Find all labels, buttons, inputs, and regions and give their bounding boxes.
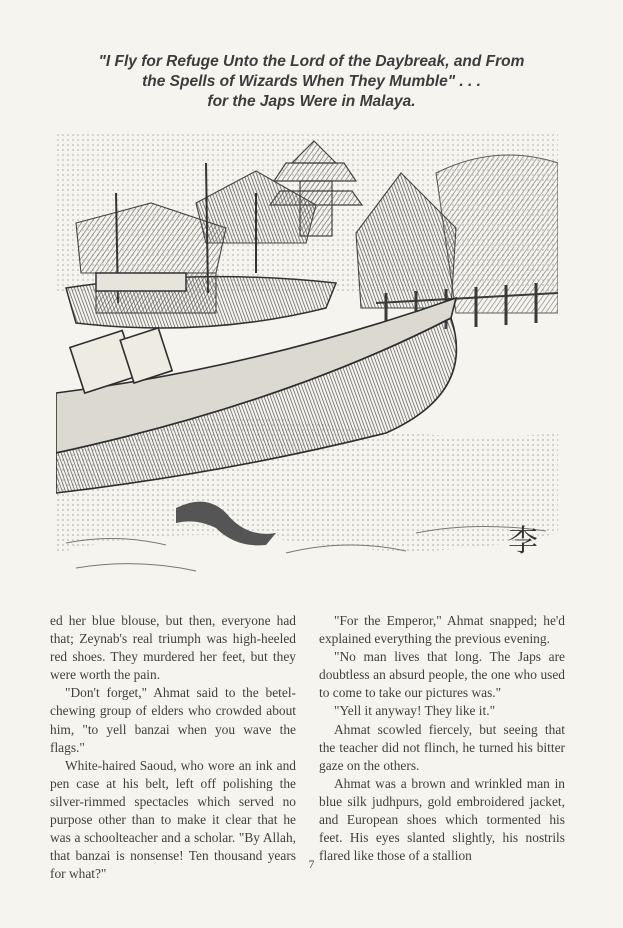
- paragraph: "No man lives that long. The Japs are doubtless an absurd people, the one who used to come to take our pictures was.": [319, 649, 565, 701]
- text-column-left: [50, 612, 296, 883]
- caption-line-2: the Spells of Wizards When They Mumble" . . .: [142, 73, 481, 90]
- paragraph: Ahmat was a brown and wrinkled man in blue silk judhpurs, gold embroidered jacket, and European shoes which tormented his feet. His eyes slanted slightly, his nostrils flared like those of a stallion: [319, 775, 565, 864]
- paragraph: ed her blue blouse, but then, everyone had that; Zeynab's real triumph was high-heeled red shoes. They murdered her feet, but they were worth the pain.: [50, 613, 296, 683]
- paragraph: "For the Emperor," Ahmat snapped; he'd explained everything the previous evening.: [319, 613, 565, 647]
- text-column-right: [319, 612, 565, 865]
- paragraph: Ahmat scowled fiercely, but seeing that the teacher did not flinch, he turned his bitter gaze on the others.: [319, 721, 565, 773]
- caption-line-1: "I Fly for Refuge Unto the Lord of the Daybreak, and From: [98, 53, 525, 70]
- caption-line-3: for the Japs Were in Malaya.: [207, 93, 416, 110]
- paragraph: "Yell it anyway! They like it.": [334, 703, 496, 719]
- paragraph: White-haired Saoud, who wore an ink and pen case at his belt, left off polishing the silver-rimmed spectacles which served no purpose other than to make it clear that he was a schoolteacher and a scholar. "By Allah, that banzai is nonsense! Ten thousand years for what?": [50, 757, 296, 882]
- junk-boat: [66, 273, 336, 328]
- harbor-illustration: [56, 133, 558, 590]
- illustration-caption: [40, 52, 583, 112]
- paragraph: "Don't forget," Ahmat said to the betel-chewing group of elders who crowded about him, "to yell banzai when you wave the flags.": [50, 685, 296, 755]
- page-number: 7: [308, 857, 315, 871]
- artist-signature: 李: [508, 524, 538, 559]
